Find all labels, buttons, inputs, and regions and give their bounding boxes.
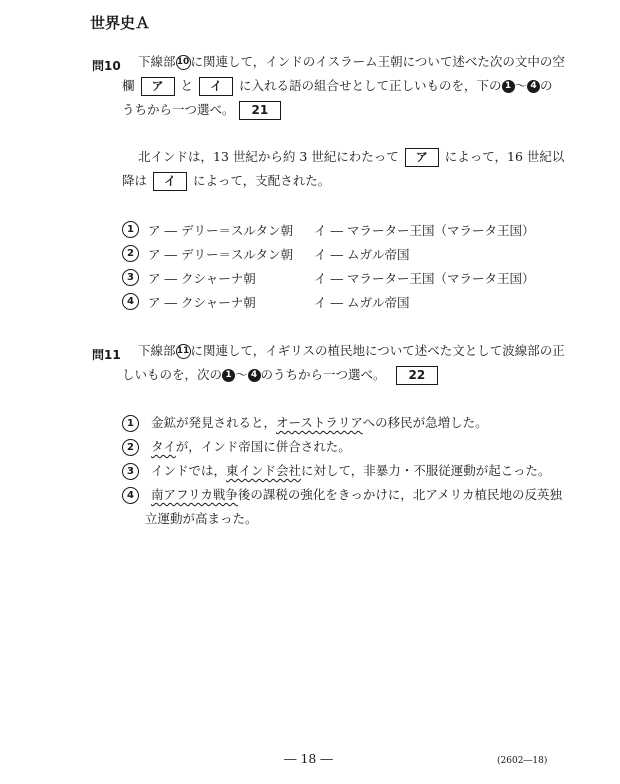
passage-text: によって，支配された。	[193, 173, 331, 188]
option-text: 金鉱が発見されると，	[150, 415, 276, 430]
q10-text: と	[180, 78, 194, 93]
q10-line-3	[122, 101, 281, 120]
option-i-text: イ ― マラーター王国（マラータ王国）	[314, 223, 535, 238]
option-number: 1	[122, 415, 139, 432]
choice-marker-1: 1	[502, 80, 515, 93]
q11-text: のうちから一つ選べ。	[260, 367, 386, 382]
q11-line-1	[138, 342, 565, 360]
option-number: 2	[122, 245, 139, 262]
option-number: 3	[122, 463, 139, 480]
q10-label: 問10	[92, 59, 121, 73]
option-i-text: イ ― ムガル帝国	[314, 247, 410, 262]
option-text: が，インド帝国に併合された。	[175, 439, 351, 454]
q11-text: 下線部	[138, 343, 176, 358]
option-i-text: イ ― ムガル帝国	[314, 295, 410, 310]
option-text: インドでは，	[150, 463, 226, 478]
wavy-underlined-term: タイ	[150, 439, 176, 454]
option-number: 3	[122, 269, 139, 286]
blank-a-box: ア	[141, 77, 175, 96]
q11-text: ～	[235, 367, 248, 382]
option-a-text: ア ― デリー＝スルタン朝	[148, 247, 293, 262]
q10-line-1	[138, 53, 565, 71]
choice-marker-4: 4	[527, 80, 540, 93]
q10-text: の	[540, 78, 553, 93]
wavy-underlined-term: 東インド会社	[226, 463, 302, 478]
q10-option-1[interactable]	[122, 221, 535, 238]
q11-line-2	[122, 366, 438, 385]
subject-title: 世界史Ａ	[90, 14, 151, 32]
option-number: 1	[122, 221, 139, 238]
answer-number-box: 21	[239, 101, 282, 120]
passage-text: 北インドは，13 世紀から約 3 世紀にわたって	[138, 149, 399, 164]
q11-option-2[interactable]	[122, 437, 351, 456]
q11-option-4[interactable]	[122, 485, 562, 504]
answer-number-box: 22	[396, 366, 439, 385]
passage-blank-i: イ	[153, 172, 187, 191]
option-number: 4	[122, 487, 139, 504]
ref-marker-11: 11	[176, 344, 191, 359]
passage-text: 降は	[122, 173, 148, 188]
option-number: 4	[122, 293, 139, 310]
q11-text: に関連して，イギリスの植民地について述べた文として波線部の正	[190, 343, 565, 358]
q10-option-3[interactable]	[122, 269, 535, 286]
blank-i-box: イ	[199, 77, 233, 96]
q11-option-3[interactable]	[122, 461, 551, 480]
q10-passage-line-2	[122, 172, 330, 191]
q10-passage-line-1	[138, 148, 564, 167]
q10-line-2	[122, 77, 553, 96]
q10-text: 欄	[122, 78, 135, 93]
exam-code: (2602―18)	[497, 756, 548, 766]
q10-text: に入れる語の組合せとして正しいものを，下の	[239, 78, 502, 93]
option-i-text: イ ― マラーター王国（マラータ王国）	[314, 271, 535, 286]
q11-text: しいものを，次の	[122, 367, 223, 382]
q10-text: に関連して，インドのイスラーム王朝について述べた次の文中の空	[190, 54, 565, 69]
ref-marker-10: 10	[176, 55, 191, 70]
option-text: への移民が急増した。	[362, 415, 488, 430]
q11-option-4-continued: 立運動が高まった。	[145, 511, 258, 526]
q11-label: 問11	[92, 348, 121, 362]
wavy-underlined-term: オーストラリア	[276, 415, 363, 430]
passage-blank-a: ア	[405, 148, 439, 167]
option-a-text: ア ― クシャーナ朝	[148, 295, 256, 310]
q10-text: うちから一つ選べ。	[122, 102, 235, 117]
option-text: 後の課税の強化をきっかけに，北アメリカ植民地の反英独	[237, 487, 563, 502]
passage-text: によって，16 世紀以	[444, 149, 565, 164]
choice-marker-1: 1	[222, 369, 235, 382]
page-number: ― 18 ―	[284, 751, 333, 766]
option-text: に対して，非暴力・不服従運動が起こった。	[301, 463, 551, 478]
wavy-underlined-term: 南アフリカ戦争	[150, 487, 238, 502]
q10-text: ～	[514, 78, 528, 93]
choice-marker-4: 4	[248, 369, 261, 382]
q11-option-1[interactable]	[122, 413, 488, 432]
q10-option-2[interactable]	[122, 245, 410, 262]
option-number: 2	[122, 439, 139, 456]
q10-text: 下線部	[138, 54, 176, 69]
q10-option-4[interactable]	[122, 293, 410, 310]
option-a-text: ア ― クシャーナ朝	[148, 271, 256, 286]
option-a-text: ア ― デリー＝スルタン朝	[148, 223, 293, 238]
